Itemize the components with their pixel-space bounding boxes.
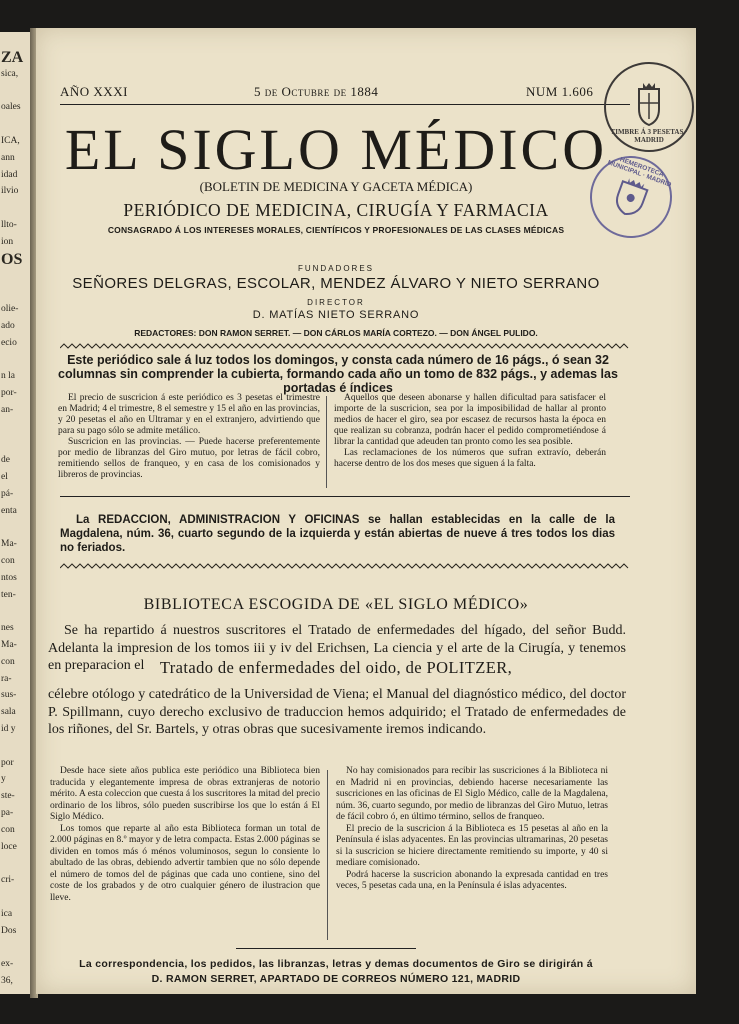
decorative-zigzag-rule xyxy=(60,343,630,349)
previous-page-fragment: enta xyxy=(1,505,17,516)
subscription-left-column xyxy=(58,393,320,481)
previous-page-fragment: ste- xyxy=(1,791,15,802)
fiscal-stamp-text: TIMBRE Á 3 PESETAS · MADRID xyxy=(610,128,688,144)
previous-page-fragment: con xyxy=(1,656,15,667)
previous-page-fragment: ZA xyxy=(1,49,24,66)
biblioteca-volumes-paragraph: Los tomos que reparte al año esta Biblioteca forman un total de 2.000 páginas en 8.º mayor y de letra compacta. Estas 2.000 páginas se dividen en tomos más ó ménos voluminosos, segun lo consiente lo abultado de las obras, debiendo advertir tambien que no sólo depende el número de tomos del de páginas que cada uno contiene, sino del coste de los grabados y de otro cualquier género de ilustracion que lleve. xyxy=(50,823,320,903)
header-rule xyxy=(60,104,630,105)
previous-page-fragment: OS xyxy=(1,250,23,268)
previous-page-fragment: loce xyxy=(1,841,17,852)
masthead-title: EL SIGLO MÉDICO xyxy=(64,117,608,182)
previous-page-fragment: ex- xyxy=(1,959,14,970)
biblioteca-paragraph-1: Se ha repartido á nuestros suscritores el Tratado de enfermedades del hígado, del señor Budd. Adelanta la impresion de los tomos iii y iv del Erichsen, La ciencia y el arte de la Cirugía, y tenemos en preparacion el xyxy=(48,623,626,673)
footer-correspondence: La correspondencia, los pedidos, las libranzas, letras y demas documentos de Giro se dirigirán á xyxy=(79,958,593,970)
biblioteca-agents-paragraph: No hay comisionados para recibir las suscriciones á la Biblioteca ni en Madrid ni en provincias, debiendo hacerse necesariamente las suscriciones en las oficinas de El Siglo Médico, calle de la Magdalena, núm. 36, cuarto segundo, por medio de libranzas del Giro Mutuo, letras de fácil cobro ó, en último término, sellos de franqueo. xyxy=(336,766,609,822)
director-label: DIRECTOR xyxy=(307,298,365,307)
previous-page-fragment: llto- xyxy=(1,220,17,230)
issue-date: 5 de Octubre de 1884 xyxy=(254,84,379,99)
biblioteca-left-column xyxy=(50,766,320,904)
biblioteca-installments-paragraph: Podrá hacerse la suscricion abonando la expresada cantidad en tres veces, 5 pesetas cada una, en la Península é islas adyacentes. xyxy=(336,869,608,891)
issue-number: NUM 1.606 xyxy=(526,84,594,99)
biblioteca-title: BIBLIOTECA ESCOGIDA DE «EL SIGLO MÉDICO» xyxy=(143,596,529,613)
previous-page-fragment: ann xyxy=(1,152,15,163)
previous-page-fragment: id y xyxy=(1,724,16,734)
previous-page-fragment: pá- xyxy=(1,488,14,499)
previous-page-fragment: cri- xyxy=(1,875,15,886)
previous-page-fragment: n la xyxy=(1,371,15,382)
previous-page-edge xyxy=(0,32,31,994)
decorative-zigzag-rule xyxy=(60,563,630,569)
previous-page-fragment: sala xyxy=(1,707,16,718)
footer-rule xyxy=(236,948,416,949)
previous-page-fragment: nes xyxy=(1,623,14,634)
previous-page-fragment: ado xyxy=(1,320,15,331)
section-rule xyxy=(60,496,630,497)
previous-page-fragment: ntos xyxy=(1,572,17,583)
subscription-claims-paragraph: Las reclamaciones de los números que sufran extravío, deberán hacerse dentro de los dos meses que siguen á la falta. xyxy=(334,448,606,469)
editors-line: REDACTORES: DON RAMON SERRET. — DON CÁRLOS MARÍA CORTEZO. — DON ÁNGEL PULIDO. xyxy=(134,328,538,338)
previous-page-fragment: ion xyxy=(1,236,14,247)
newspaper-page xyxy=(36,28,696,994)
biblioteca-right-column xyxy=(336,766,608,893)
previous-page-fragment: ica xyxy=(1,908,13,919)
subscription-difficulty-paragraph: Aquellos que deseen abonarse y hallen dificultad para satisfacer el importe de la suscricion, sea por la imposibilidad de hallar al pronto medios de hacer el giro, sea por escasez de recursos hasta la época en que realizan su cobranza, podrán hacer el pedido comprometiéndose á librar la cantidad que adeuden tan pronto como les sea posible. xyxy=(334,393,606,447)
previous-page-fragment: ten- xyxy=(1,589,16,600)
politzer-treatise: Tratado de enfermedades del oido, de POLITZER, xyxy=(159,658,513,677)
previous-page-fragment: pa- xyxy=(1,808,14,818)
previous-page-fragment: de xyxy=(1,455,10,466)
subscription-provinces-paragraph: Suscricion en las provincias. — Puede hacerse preferentemente por medio de libranzas del Giro mutuo, por letras de fácil cobro, remitiendo sellos de franqueo, y en casa de los comisionados y libreros de provincias. xyxy=(58,437,320,480)
previous-page-fragment: por- xyxy=(1,388,17,398)
year-label: AÑO XXXI xyxy=(60,84,128,99)
previous-page-fragment: oales xyxy=(1,102,21,113)
masthead-subtitle: (BOLETIN DE MEDICINA Y GACETA MÉDICA) xyxy=(199,179,473,194)
column-divider xyxy=(326,396,327,488)
previous-page-fragment: con xyxy=(1,824,15,835)
masthead-tagline: PERIÓDICO DE MEDICINA, CIRUGÍA Y FARMACIA xyxy=(123,200,549,220)
previous-page-fragment: an- xyxy=(1,404,14,415)
director-name: D. MATÍAS NIETO SERRANO xyxy=(252,309,420,321)
previous-page-fragment: ecio xyxy=(1,337,17,348)
subscription-right-column xyxy=(334,393,606,470)
previous-page-fragment: con xyxy=(1,556,15,566)
fiscal-stamp xyxy=(604,62,694,152)
founders-label: FUNDADORES xyxy=(297,264,374,273)
previous-page-fragment: sica, xyxy=(1,68,19,79)
previous-page-fragment: Ma- xyxy=(1,539,17,550)
previous-page-fragment: olie- xyxy=(1,304,19,314)
previous-page-fragment: ilvio xyxy=(1,186,19,197)
previous-page-fragment: ra- xyxy=(1,673,12,684)
column-divider xyxy=(327,770,328,940)
previous-page-fragment: sus- xyxy=(1,690,17,701)
previous-page-fragment: Dos xyxy=(1,925,17,936)
previous-page-fragment: 36, xyxy=(1,976,13,986)
biblioteca-paragraph-2: célebre otólogo y catedrático de la Universidad de Viena; el Manual del diagnóstico médico, del doctor P. Spillmann, cuyo derecho exclusivo de traduccion hemos adquirido; el Tratado de enfermedades de los riñones, del Sr. Bartels, y otras obras que sucesivamente iremos indicando. xyxy=(48,687,626,737)
library-stamp-text: HEMEROTECA MUNICIPAL · MADRID xyxy=(606,156,673,189)
redaction-notice: La REDACCION, ADMINISTRACION Y OFICINAS se hallan establecidas en la calle de la Magdalena, núm. 36, cuarto segundo de la izquierda y están abiertas de nueve á tres todos los dias no feriados. xyxy=(60,514,615,554)
previous-page-fragment: Ma- xyxy=(1,640,17,650)
founders-names: SEÑORES DELGRAS, ESCOLAR, MENDEZ ÁLVARO Y NIETO SERRANO xyxy=(72,275,600,292)
previous-page-fragment: ICA, xyxy=(1,136,20,146)
masthead-dedication: CONSAGRADO Á LOS INTERESES MORALES, CIENTÍFICOS Y PROFESIONALES DE LAS CLASES MÉDICAS xyxy=(107,225,565,235)
biblioteca-history-paragraph: Desde hace siete años publica este periódico una Biblioteca bien traducida y elegantemente impresa de obras extranjeras de notorio mérito. A esta coleccion que cuesta á los suscritores la mitad del precio ordinario de los libros, sólo pueden suscribirse los que lo están á El Siglo Médico. xyxy=(50,766,320,822)
previous-page-fragment: el xyxy=(1,472,8,482)
subscription-lead: Este periódico sale á luz todos los domingos, y consta cada número de 16 págs., ó sean 32 columnas sin comprender la cubierta, formando cada año un tomo de 832 págs., y ademas las portadas é índices xyxy=(58,353,618,395)
footer-address: D. RAMON SERRET, APARTADO DE CORREOS NÚMERO 121, MADRID xyxy=(151,973,521,985)
previous-page-fragment: y xyxy=(1,774,6,785)
biblioteca-price-paragraph: El precio de la suscricion á la Biblioteca es 15 pesetas al año en la Península é islas adyacentes. En las provincias ultramarinas, 20 pesetas si la suscricion se hiciere directamente remitiendo su importe, y 40 si mediare comisionado. xyxy=(336,823,608,868)
previous-page-fragment: idad xyxy=(1,169,18,180)
previous-page-fragment: por xyxy=(1,757,14,768)
subscription-price-paragraph: El precio de suscricion á este periódico es 3 pesetas el trimestre en Madrid; 4 el trimestre, 8 el semestre y 15 el año en las provincias, y 20 pesetas el año en Ultramar y en el extranjero, advirtiendo que para su pago sólo se admite metálico. xyxy=(58,393,320,436)
